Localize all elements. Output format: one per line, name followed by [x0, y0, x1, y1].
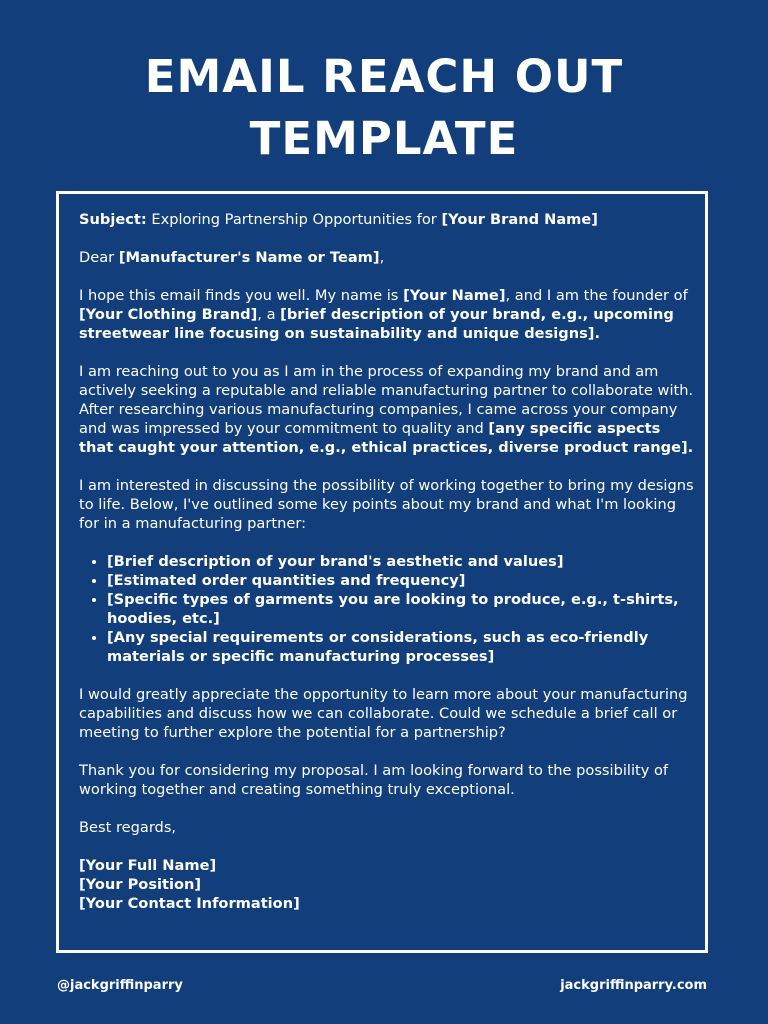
greeting-placeholder: [Manufacturer's Name or Team] — [118, 249, 380, 266]
signature-name: [Your Full Name] — [79, 857, 217, 874]
bullet-text: [Brief description of your brand's aesthetic and values] — [107, 553, 564, 570]
paragraph-outreach — [79, 362, 699, 457]
greeting-suffix: , — [379, 249, 385, 266]
website-url: jackgriffinparry.com — [560, 978, 707, 993]
signature-contact: [Your Contact Information] — [79, 895, 300, 912]
signature-position: [Your Position] — [79, 876, 202, 893]
social-handle: @jackgriffinparry — [57, 978, 183, 993]
email-template-panel — [56, 191, 708, 953]
key-points-list — [79, 552, 699, 666]
intro-name-placeholder: [Your Name] — [403, 287, 506, 304]
outreach-text: I am reaching out to you as I am in the process of expanding my brand and am actively seeking a reputable and reliable manufacturing partner to collaborate with. After researching various manufacturing companies, I came across your company and was impressed by your commitment to quality and — [79, 363, 694, 437]
list-item — [107, 571, 699, 590]
page-title — [0, 46, 768, 170]
paragraph-interest: I am interested in discussing the possibility of working together to bring my designs to life. Below, I've outlined some key points about my brand and what I'm looking for in a manufacturing partner: — [79, 477, 694, 532]
closing: Best regards, — [79, 819, 177, 836]
paragraph-thanks: Thank you for considering my proposal. I am looking forward to the possibility of working together and creating something truly exceptional. — [79, 762, 669, 798]
email-body — [79, 210, 699, 913]
title-line-1: EMAIL REACH OUT — [144, 50, 624, 103]
bullet-text: [Estimated order quantities and frequency] — [107, 572, 466, 589]
intro-text-c: , a — [257, 306, 281, 323]
intro-brand-placeholder: [Your Clothing Brand] — [79, 306, 258, 323]
greeting — [79, 248, 699, 267]
subject-placeholder: [Your Brand Name] — [441, 211, 598, 228]
signature-block — [79, 856, 699, 913]
subject-line — [79, 210, 699, 229]
subject-text: Exploring Partnership Opportunities for — [146, 211, 442, 228]
intro-desc-placeholder: [brief description of your brand, e.g., upcoming streetwear line focusing on sustainability and unique designs]. — [79, 306, 674, 342]
outreach-aspects-placeholder: [any specific aspects that caught your attention, e.g., ethical practices, diverse product range]. — [79, 420, 694, 456]
subject-label: Subject: — [79, 211, 147, 228]
paragraph-request: I would greatly appreciate the opportunity to learn more about your manufacturing capabilities and discuss how we can collaborate. Could we schedule a brief call or meeting to further explore the potential for a partnership? — [79, 686, 688, 741]
bullet-text: [Any special requirements or considerations, such as eco-friendly materials or specific manufacturing processes] — [107, 629, 649, 665]
title-line-2: TEMPLATE — [249, 112, 519, 165]
list-item — [107, 628, 699, 666]
intro-text-a: I hope this email finds you well. My name is — [79, 287, 404, 304]
bullet-text: [Specific types of garments you are looking to produce, e.g., t-shirts, hoodies, etc.] — [107, 591, 679, 627]
paragraph-intro — [79, 286, 699, 343]
intro-text-b: , and I am the founder of — [505, 287, 688, 304]
greeting-prefix: Dear — [79, 249, 119, 266]
list-item — [107, 590, 699, 628]
list-item — [107, 552, 699, 571]
